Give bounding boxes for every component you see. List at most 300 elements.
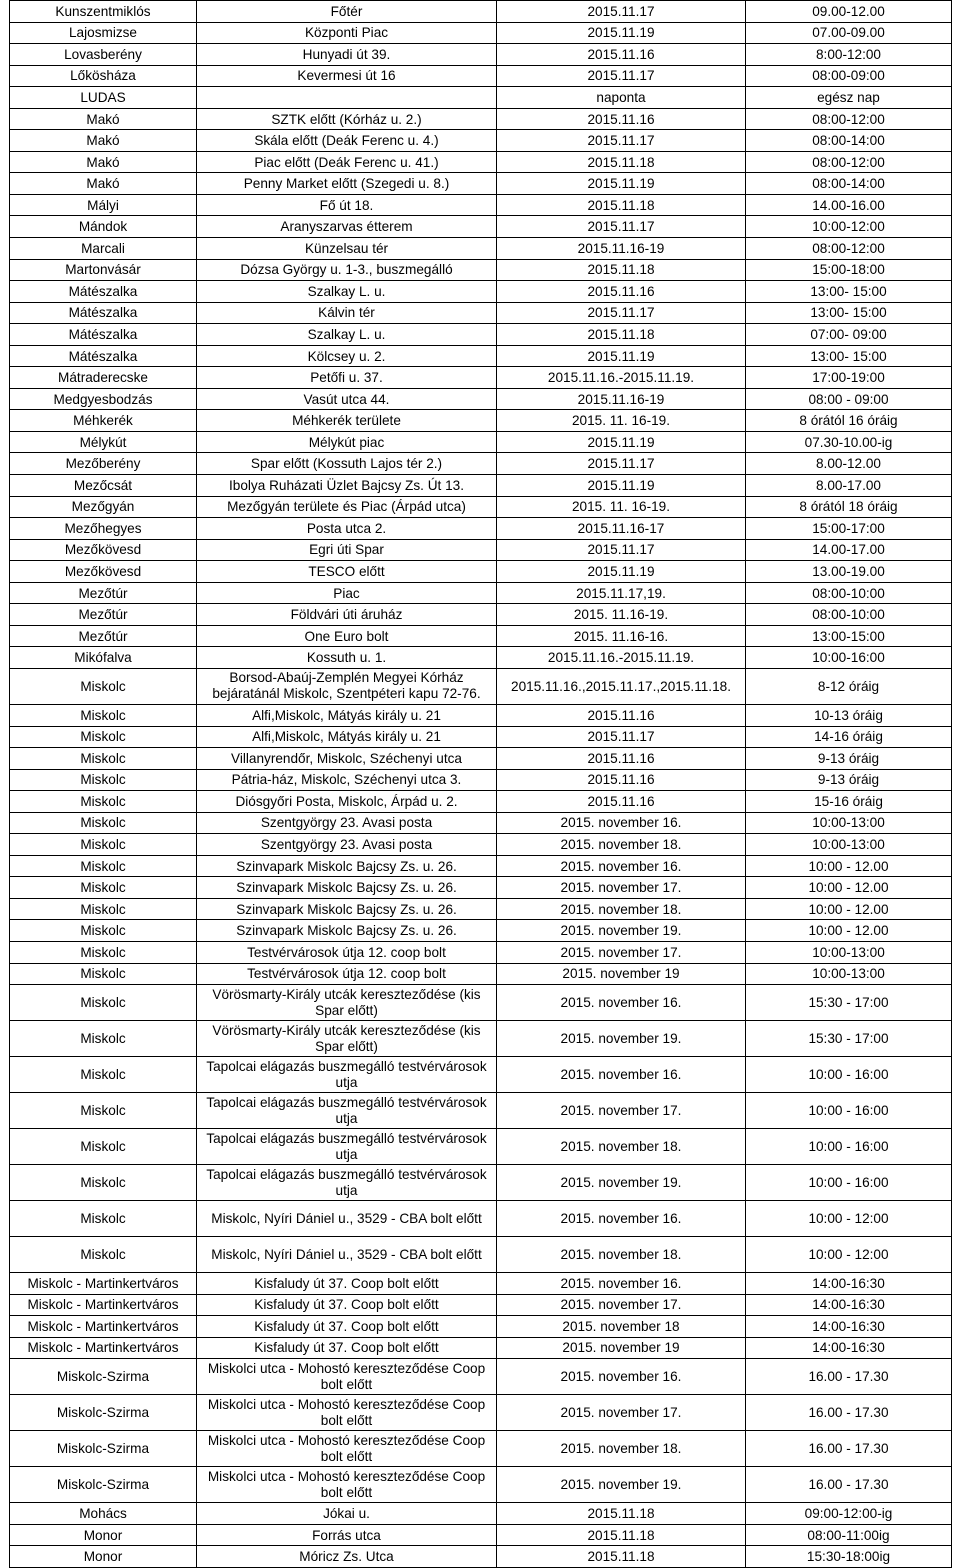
settlement-cell: Miskolc	[10, 963, 197, 985]
time-cell: 15:30 - 17:00	[746, 985, 952, 1021]
time-cell: 13:00- 15:00	[746, 302, 952, 324]
table-row	[10, 87, 952, 109]
table-row	[10, 791, 952, 813]
address-cell: Forrás utca	[197, 1524, 497, 1546]
date-cell: 2015.11.18	[497, 259, 746, 281]
address-cell: Posta utca 2.	[197, 518, 497, 540]
address-cell: Kisfaludy út 37. Coop bolt előtt	[197, 1316, 497, 1338]
address-cell: Szentgyörgy 23. Avasi posta	[197, 834, 497, 856]
date-cell: 2015. november 16.	[497, 1201, 746, 1237]
date-cell: 2015.11.16	[497, 748, 746, 770]
settlement-cell: Miskolc - Martinkertváros	[10, 1273, 197, 1295]
time-cell: 10:00-13:00	[746, 941, 952, 963]
address-cell: Miskolc, Nyíri Dániel u., 3529 - CBA bolt előtt	[197, 1201, 497, 1237]
time-cell: 07.00-09.00	[746, 22, 952, 44]
settlement-cell: Makó	[10, 173, 197, 195]
address-cell: Kálvin tér	[197, 302, 497, 324]
address-cell: Egri úti Spar	[197, 539, 497, 561]
settlement-cell: Miskolc-Szirma	[10, 1395, 197, 1431]
settlement-cell: Miskolc-Szirma	[10, 1431, 197, 1467]
table-row	[10, 108, 952, 130]
table-row	[10, 898, 952, 920]
time-cell: 8:00-12:00	[746, 44, 952, 66]
address-cell: Künzelsau tér	[197, 238, 497, 260]
settlement-cell: Miskolc	[10, 1093, 197, 1129]
date-cell: 2015.11.16-19	[497, 238, 746, 260]
settlement-cell: Miskolc - Martinkertváros	[10, 1337, 197, 1359]
table-row	[10, 1165, 952, 1201]
address-cell: Ibolya Ruházati Üzlet Bajcsy Zs. Út 13.	[197, 475, 497, 497]
time-cell: 10:00 - 16:00	[746, 1093, 952, 1129]
time-cell: 10:00 - 16:00	[746, 1129, 952, 1165]
date-cell: 2015. november 17.	[497, 1294, 746, 1316]
table-row	[10, 1057, 952, 1093]
address-cell: Petőfi u. 37.	[197, 367, 497, 389]
address-cell: Főtér	[197, 1, 497, 23]
time-cell: egész nap	[746, 87, 952, 109]
date-cell: 2015.11.17	[497, 216, 746, 238]
settlement-cell: Mezőkövesd	[10, 561, 197, 583]
table-row	[10, 963, 952, 985]
table-row	[10, 1294, 952, 1316]
date-cell: 2015.11.18	[497, 151, 746, 173]
date-cell: 2015. november 19	[497, 1337, 746, 1359]
table-row	[10, 1337, 952, 1359]
date-cell: 2015.11.17	[497, 539, 746, 561]
date-cell: 2015. november 19.	[497, 1165, 746, 1201]
date-cell: 2015.11.18	[497, 194, 746, 216]
table-row	[10, 44, 952, 66]
address-cell: Földvári úti áruház	[197, 604, 497, 626]
time-cell: 10:00 - 12:00	[746, 1201, 952, 1237]
settlement-cell: Miskolc	[10, 704, 197, 726]
time-cell: 09:00-12:00-ig	[746, 1503, 952, 1525]
date-cell: 2015.11.16	[497, 108, 746, 130]
date-cell: 2015. november 16.	[497, 1359, 746, 1395]
settlement-cell: Makó	[10, 130, 197, 152]
settlement-cell: Miskolc	[10, 726, 197, 748]
time-cell: 08:00-14:00	[746, 130, 952, 152]
date-cell: 2015.11.17	[497, 1, 746, 23]
address-cell: Vörösmarty-Király utcák kereszteződése (kis Spar előtt)	[197, 985, 497, 1021]
table-row	[10, 302, 952, 324]
time-cell: 15-16 óráig	[746, 791, 952, 813]
time-cell: 10:00 - 12:00	[746, 1237, 952, 1273]
time-cell: 8 órától 18 óráig	[746, 496, 952, 518]
time-cell: 08:00-12:00	[746, 238, 952, 260]
date-cell: 2015.11.16	[497, 281, 746, 303]
date-cell: 2015.11.16	[497, 44, 746, 66]
table-row	[10, 1546, 952, 1568]
table-row	[10, 1467, 952, 1503]
time-cell: 14.00-17.00	[746, 539, 952, 561]
time-cell: 08:00-12:00	[746, 151, 952, 173]
time-cell: 15:30-18:00ig	[746, 1546, 952, 1568]
address-cell: Testvérvárosok útja 12. coop bolt	[197, 941, 497, 963]
settlement-cell: Mezőcsát	[10, 475, 197, 497]
table-row	[10, 345, 952, 367]
settlement-cell: Miskolc	[10, 1237, 197, 1273]
address-cell: Kisfaludy út 37. Coop bolt előtt	[197, 1273, 497, 1295]
settlement-cell: Miskolc - Martinkertváros	[10, 1294, 197, 1316]
table-row	[10, 941, 952, 963]
table-row	[10, 281, 952, 303]
date-cell: 2015.11.19	[497, 475, 746, 497]
date-cell: 2015.11.18	[497, 1503, 746, 1525]
date-cell: 2015.11.19	[497, 431, 746, 453]
settlement-cell: Mezőtúr	[10, 582, 197, 604]
address-cell: Dózsa György u. 1-3., buszmegálló	[197, 259, 497, 281]
address-cell: Borsod-Abaúj-Zemplén Megyei Kórház bejáratánál Miskolc, Szentpéteri kapu 72-76.	[197, 668, 497, 704]
time-cell: 08:00-10:00	[746, 604, 952, 626]
table-row	[10, 561, 952, 583]
date-cell: 2015. 11.16-19.	[497, 604, 746, 626]
time-cell: 10:00-13:00	[746, 963, 952, 985]
address-cell: Skála előtt (Deák Ferenc u. 4.)	[197, 130, 497, 152]
date-cell: 2015. november 17.	[497, 941, 746, 963]
address-cell: Szinvapark Miskolc Bajcsy Zs. u. 26.	[197, 855, 497, 877]
settlement-cell: Miskolc	[10, 898, 197, 920]
settlement-cell: Mezőberény	[10, 453, 197, 475]
address-cell: Miskolc, Nyíri Dániel u., 3529 - CBA bolt előtt	[197, 1237, 497, 1273]
table-row	[10, 410, 952, 432]
settlement-cell: Miskolc	[10, 791, 197, 813]
date-cell: 2015.11.18	[497, 1524, 746, 1546]
table-row	[10, 496, 952, 518]
table-row	[10, 604, 952, 626]
date-cell: 2015.11.17,19.	[497, 582, 746, 604]
table-row	[10, 431, 952, 453]
settlement-cell: Lőkösháza	[10, 65, 197, 87]
address-cell: Diósgyőri Posta, Miskolc, Árpád u. 2.	[197, 791, 497, 813]
table-row	[10, 769, 952, 791]
settlement-cell: Makó	[10, 151, 197, 173]
address-cell: Tapolcai elágazás buszmegálló testvérvárosok utja	[197, 1057, 497, 1093]
time-cell: 09.00-12.00	[746, 1, 952, 23]
time-cell: 10:00 - 12.00	[746, 898, 952, 920]
address-cell: Tapolcai elágazás buszmegálló testvérvárosok utja	[197, 1165, 497, 1201]
date-cell: 2015.11.16-19	[497, 388, 746, 410]
settlement-cell: Martonvásár	[10, 259, 197, 281]
settlement-cell: Miskolc	[10, 855, 197, 877]
settlement-cell: Méhkerék	[10, 410, 197, 432]
address-cell: Tapolcai elágazás buszmegálló testvérvárosok utja	[197, 1093, 497, 1129]
date-cell: 2015.11.16	[497, 791, 746, 813]
settlement-cell: Miskolc	[10, 985, 197, 1021]
table-row	[10, 1431, 952, 1467]
table-row	[10, 324, 952, 346]
address-cell: Testvérvárosok útja 12. coop bolt	[197, 963, 497, 985]
table-row	[10, 1316, 952, 1338]
time-cell: 10:00 - 12.00	[746, 877, 952, 899]
settlement-cell: Miskolc	[10, 877, 197, 899]
table-row	[10, 65, 952, 87]
address-cell: Miskolci utca - Mohostó kereszteződése Coop bolt előtt	[197, 1395, 497, 1431]
table-row	[10, 625, 952, 647]
address-cell: Központi Piac	[197, 22, 497, 44]
time-cell: 08:00-14:00	[746, 173, 952, 195]
date-cell: 2015. 11. 16-19.	[497, 496, 746, 518]
settlement-cell: Miskolc	[10, 920, 197, 942]
time-cell: 14:00-16:30	[746, 1316, 952, 1338]
address-cell: Penny Market előtt (Szegedi u. 8.)	[197, 173, 497, 195]
date-cell: 2015.11.17	[497, 726, 746, 748]
address-cell: Szinvapark Miskolc Bajcsy Zs. u. 26.	[197, 920, 497, 942]
address-cell: Kevermesi út 16	[197, 65, 497, 87]
date-cell: 2015.11.16-17	[497, 518, 746, 540]
date-cell: 2015.11.19	[497, 173, 746, 195]
time-cell: 16.00 - 17.30	[746, 1395, 952, 1431]
address-cell: Tapolcai elágazás buszmegálló testvérvárosok utja	[197, 1129, 497, 1165]
time-cell: 16.00 - 17.30	[746, 1467, 952, 1503]
table-row	[10, 704, 952, 726]
time-cell: 13:00-15:00	[746, 625, 952, 647]
table-row	[10, 855, 952, 877]
settlement-cell: Lajosmizse	[10, 22, 197, 44]
table-row	[10, 259, 952, 281]
table-row	[10, 1, 952, 23]
settlement-cell: Mezőhegyes	[10, 518, 197, 540]
settlement-cell: Mátraderecske	[10, 367, 197, 389]
time-cell: 13.00-19.00	[746, 561, 952, 583]
table-row	[10, 173, 952, 195]
date-cell: 2015. november 16.	[497, 812, 746, 834]
time-cell: 07.30-10.00-ig	[746, 431, 952, 453]
date-cell: 2015.11.18	[497, 1546, 746, 1568]
settlement-cell: Miskolc	[10, 769, 197, 791]
settlement-cell: Miskolc-Szirma	[10, 1359, 197, 1395]
date-cell: 2015. november 16.	[497, 1273, 746, 1295]
address-cell: Pátria-ház, Miskolc, Széchenyi utca 3.	[197, 769, 497, 791]
settlement-cell: Miskolc	[10, 748, 197, 770]
date-cell: 2015. november 18.	[497, 1431, 746, 1467]
settlement-cell: Marcali	[10, 238, 197, 260]
address-cell	[197, 87, 497, 109]
date-cell: 2015.11.16.-2015.11.19.	[497, 367, 746, 389]
address-cell: Fő út 18.	[197, 194, 497, 216]
address-cell: Miskolci utca - Mohostó kereszteződése Coop bolt előtt	[197, 1467, 497, 1503]
address-cell: Jókai u.	[197, 1503, 497, 1525]
address-cell: Piac	[197, 582, 497, 604]
table-row	[10, 151, 952, 173]
settlement-cell: Mezőtúr	[10, 604, 197, 626]
table-row	[10, 1273, 952, 1295]
settlement-cell: Miskolc - Martinkertváros	[10, 1316, 197, 1338]
table-row	[10, 920, 952, 942]
settlement-cell: Mikófalva	[10, 647, 197, 669]
address-cell: Spar előtt (Kossuth Lajos tér 2.)	[197, 453, 497, 475]
time-cell: 15:30 - 17:00	[746, 1021, 952, 1057]
table-row	[10, 726, 952, 748]
address-cell: Méhkerék területe	[197, 410, 497, 432]
time-cell: 8-12 óráig	[746, 668, 952, 704]
date-cell: 2015. november 16.	[497, 1057, 746, 1093]
date-cell: 2015.11.16.-2015.11.19.	[497, 647, 746, 669]
address-cell: Aranyszarvas étterem	[197, 216, 497, 238]
time-cell: 8.00-17.00	[746, 475, 952, 497]
time-cell: 15:00-18:00	[746, 259, 952, 281]
time-cell: 10:00 - 12.00	[746, 855, 952, 877]
settlement-cell: Lovasberény	[10, 44, 197, 66]
table-row	[10, 1524, 952, 1546]
address-cell: Mélykút piac	[197, 431, 497, 453]
table-body	[10, 1, 952, 1568]
address-cell: Szinvapark Miskolc Bajcsy Zs. u. 26.	[197, 898, 497, 920]
time-cell: 15:00-17:00	[746, 518, 952, 540]
time-cell: 10:00-13:00	[746, 834, 952, 856]
date-cell: 2015. november 19	[497, 963, 746, 985]
table-row	[10, 1237, 952, 1273]
time-cell: 08:00-09:00	[746, 65, 952, 87]
date-cell: 2015. november 17.	[497, 1093, 746, 1129]
table-row	[10, 748, 952, 770]
settlement-cell: Miskolc	[10, 1201, 197, 1237]
settlement-cell: Mohács	[10, 1503, 197, 1525]
time-cell: 10:00-12:00	[746, 216, 952, 238]
address-cell: Villanyrendőr, Miskolc, Széchenyi utca	[197, 748, 497, 770]
time-cell: 08:00-11:00ig	[746, 1524, 952, 1546]
settlement-cell: Miskolc	[10, 1021, 197, 1057]
date-cell: 2015. november 16.	[497, 855, 746, 877]
time-cell: 13:00- 15:00	[746, 345, 952, 367]
date-cell: 2015. november 16.	[497, 985, 746, 1021]
settlement-cell: Mátészalka	[10, 324, 197, 346]
date-cell: 2015.11.16	[497, 769, 746, 791]
settlement-cell: Miskolc	[10, 812, 197, 834]
time-cell: 10-13 óráig	[746, 704, 952, 726]
address-cell: Alfi,Miskolc, Mátyás király u. 21	[197, 704, 497, 726]
time-cell: 08:00-10:00	[746, 582, 952, 604]
address-cell: Szinvapark Miskolc Bajcsy Zs. u. 26.	[197, 877, 497, 899]
settlement-cell: Miskolc-Szirma	[10, 1467, 197, 1503]
table-row	[10, 1503, 952, 1525]
address-cell: Kisfaludy út 37. Coop bolt előtt	[197, 1294, 497, 1316]
table-row	[10, 518, 952, 540]
table-row	[10, 1359, 952, 1395]
time-cell: 14:00-16:30	[746, 1337, 952, 1359]
table-row	[10, 453, 952, 475]
address-cell: One Euro bolt	[197, 625, 497, 647]
table-row	[10, 238, 952, 260]
address-cell: Szalkay L. u.	[197, 281, 497, 303]
address-cell: Miskolci utca - Mohostó kereszteződése Coop bolt előtt	[197, 1359, 497, 1395]
date-cell: 2015.11.17	[497, 453, 746, 475]
date-cell: 2015. november 17.	[497, 1395, 746, 1431]
date-cell: 2015. november 19.	[497, 1021, 746, 1057]
settlement-cell: Miskolc	[10, 1129, 197, 1165]
time-cell: 10:00 - 12.00	[746, 920, 952, 942]
time-cell: 14:00-16:30	[746, 1294, 952, 1316]
settlement-cell: Miskolc	[10, 1165, 197, 1201]
settlement-cell: Miskolc	[10, 668, 197, 704]
settlement-cell: Miskolc	[10, 941, 197, 963]
table-row	[10, 216, 952, 238]
address-cell: Vörösmarty-Király utcák kereszteződése (kis Spar előtt)	[197, 1021, 497, 1057]
address-cell: Vasút utca 44.	[197, 388, 497, 410]
settlement-cell: Mándok	[10, 216, 197, 238]
table-row	[10, 1021, 952, 1057]
settlement-cell: Mezőtúr	[10, 625, 197, 647]
time-cell: 8.00-12.00	[746, 453, 952, 475]
time-cell: 17:00-19:00	[746, 367, 952, 389]
time-cell: 14:00-16:30	[746, 1273, 952, 1295]
time-cell: 08:00-12:00	[746, 108, 952, 130]
settlement-cell: Mátészalka	[10, 345, 197, 367]
time-cell: 10:00 - 16:00	[746, 1165, 952, 1201]
table-row	[10, 22, 952, 44]
date-cell: 2015. 11.16-16.	[497, 625, 746, 647]
date-cell: 2015.11.17	[497, 130, 746, 152]
settlement-cell: Monor	[10, 1546, 197, 1568]
settlement-cell: Mátészalka	[10, 302, 197, 324]
date-cell: 2015. november 19.	[497, 920, 746, 942]
time-cell: 07:00- 09:00	[746, 324, 952, 346]
address-cell: SZTK előtt (Kórház u. 2.)	[197, 108, 497, 130]
address-cell: Szalkay L. u.	[197, 324, 497, 346]
table-row	[10, 668, 952, 704]
settlement-cell: Mezőgyán	[10, 496, 197, 518]
address-cell: Móricz Zs. Utca	[197, 1546, 497, 1568]
date-cell: 2015. november 18.	[497, 1129, 746, 1165]
settlement-cell: Miskolc	[10, 834, 197, 856]
table-row	[10, 539, 952, 561]
time-cell: 9-13 óráig	[746, 748, 952, 770]
settlement-cell: Monor	[10, 1524, 197, 1546]
settlement-cell: Mátészalka	[10, 281, 197, 303]
time-cell: 8 órától 16 óráig	[746, 410, 952, 432]
date-cell: 2015. 11. 16-19.	[497, 410, 746, 432]
date-cell: 2015.11.17	[497, 302, 746, 324]
time-cell: 13:00- 15:00	[746, 281, 952, 303]
date-cell: 2015.11.16.,2015.11.17.,2015.11.18.	[497, 668, 746, 704]
address-cell: Kisfaludy út 37. Coop bolt előtt	[197, 1337, 497, 1359]
time-cell: 10:00 - 16:00	[746, 1057, 952, 1093]
address-cell: Alfi,Miskolc, Mátyás király u. 21	[197, 726, 497, 748]
date-cell: 2015. november 18	[497, 1316, 746, 1338]
time-cell: 16.00 - 17.30	[746, 1431, 952, 1467]
table-row	[10, 1395, 952, 1431]
time-cell: 16.00 - 17.30	[746, 1359, 952, 1395]
settlement-cell: Mályi	[10, 194, 197, 216]
table-row	[10, 1201, 952, 1237]
table-row	[10, 367, 952, 389]
date-cell: 2015. november 18.	[497, 1237, 746, 1273]
address-cell: Miskolci utca - Mohostó kereszteződése Coop bolt előtt	[197, 1431, 497, 1467]
table-row	[10, 1093, 952, 1129]
settlement-cell: Kunszentmiklós	[10, 1, 197, 23]
date-cell: 2015.11.19	[497, 345, 746, 367]
time-cell: 10:00-13:00	[746, 812, 952, 834]
date-cell: 2015.11.19	[497, 22, 746, 44]
table-row	[10, 130, 952, 152]
date-cell: 2015.11.16	[497, 704, 746, 726]
address-cell: Kölcsey u. 2.	[197, 345, 497, 367]
address-cell: Kossuth u. 1.	[197, 647, 497, 669]
table-row	[10, 194, 952, 216]
address-cell: Szentgyörgy 23. Avasi posta	[197, 812, 497, 834]
date-cell: 2015. november 19.	[497, 1467, 746, 1503]
date-cell: 2015.11.17	[497, 65, 746, 87]
table-row	[10, 812, 952, 834]
address-cell: Mezőgyán területe és Piac (Árpád utca)	[197, 496, 497, 518]
table-row	[10, 877, 952, 899]
time-cell: 10:00-16:00	[746, 647, 952, 669]
table-row	[10, 582, 952, 604]
table-row	[10, 834, 952, 856]
location-schedule-table	[9, 0, 952, 1568]
table-row	[10, 388, 952, 410]
address-cell: Piac előtt (Deák Ferenc u. 41.)	[197, 151, 497, 173]
